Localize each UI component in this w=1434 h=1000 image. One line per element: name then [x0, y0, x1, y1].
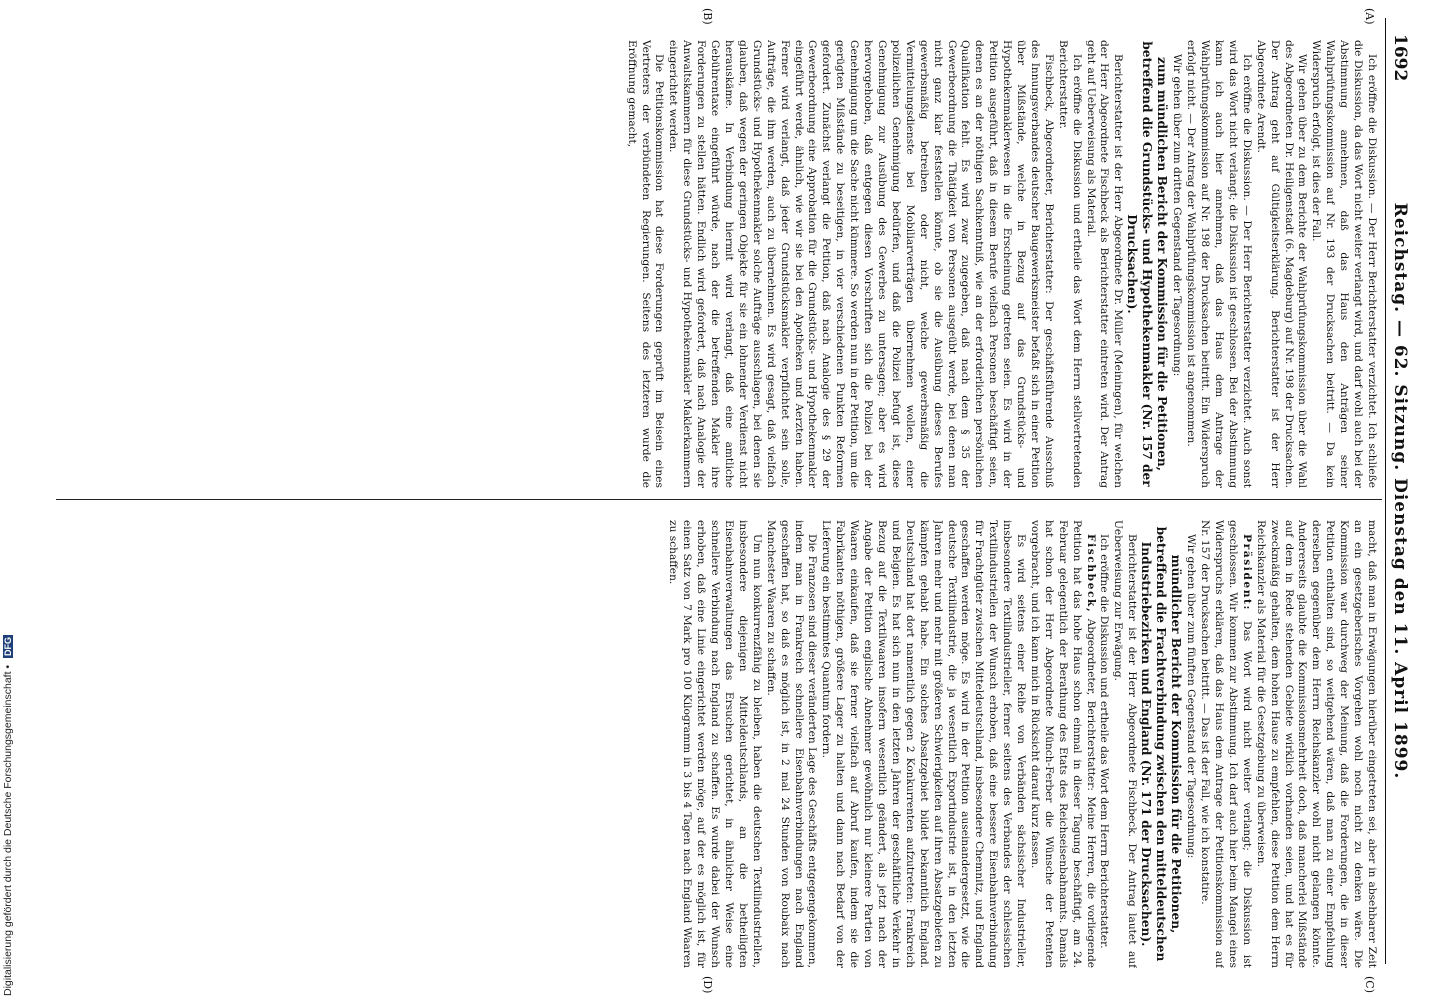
margin-marker-c: (C) — [1363, 976, 1376, 993]
paragraph: Ich eröffne die Diskussion und ertheile das Wort dem Herrn stellvertretenden Berichterstatter. — [1056, 40, 1083, 488]
left-column — [28, 40, 1378, 488]
footer-strip — [0, 0, 18, 1000]
paragraph: Wir gehen über zu dem Berichte der Wahlprüfungskommission über die Wahl des Abgeordneten Dr. Heiligenstadt (6. Magdeburg) auf Nr. 198 der Drucksachen. Der Antrag geht auf Gültigkeitserklärung. Berichterstatter ist der Herr Abgeordnete Arendt. — [1254, 40, 1309, 488]
section-heading: zum mündlichen Bericht der Kommission für die Petitionen, betreffend die Grundstücks- und Hypothekenmakler (Nr. 157 der Drucksachen). — [1125, 41, 1170, 487]
speech-text: Abgeordneter, Berichterstatter: Meine Herren, die vorliegende Petition hat das hohe Haus schon einmal in dieser Tagung beschäftigt, am 24. Februar gelegentlich der Berathung des Etats des Reichseisenbahnamts. Damals hat schon der Herr Abgeordnete Münch-Ferber die Wünsche der Petenten vorgebracht, und ich kann mich in Rücksicht darauf kurz fassen. — [1028, 520, 1097, 968]
page-number: 1692 — [1390, 34, 1410, 82]
right-column — [28, 520, 1378, 968]
paragraph: Fischbeck, Abgeordneter, Berichterstatter: Der geschäftsführende Ausschuß des Innungsverbandes deutscher Baugewerksmeister befaßt sich in einer Petition über Mißstände, welche in Bezug auf das Grundstücks- und Hypothekenmaklerwesen in die Erscheinung getreten seien. Es wird in der Petition ausgeführt, daß in diesem Berufe vielfach Personen beschäftigt seien, denen es an der nöthigen Sachkenntniß, wie an der erforderlichen persönlichen Qualifikation fehlt. Es wird zwar zugegeben, daß nach dem § 35 der Gewerbeordnung die Thätigkeit von Personen ausgeübt werde, bei denen man nicht ganz klar feststellen könnte, ob sie die Ausübung dieses Berufes gewerbsmäßig betreiben oder nicht, welche gewerbsmäßig die Vermittelungsdienste bei Mobiliarverträgen übernehmen wollen, einer polizeilichen Genehmigung bedürfen, und daß die Polizei befugt ist, diese Genehmigung zur Ausübung des Gewerbes zu untersagen; aber es wird hervorgehoben, daß entgegen diesen Vorschriften sich die Polizei bei der Genehmigung um die Sache nicht kümmere. So werden nun in der Petition, um die gerügten Mißstände zu beseitigen, in vier verschiedenen Punkten Reformen gefordert. Zunächst verlangt die Petition, daß nach Analogie des § 29 der Gewerbeordnung eine Approbation für die Grundstücks- und Hypothekenmakler eingeführt werde, ähnlich, wie wir sie bei den Apotheken und Aerzten haben. Ferner wird verlangt, daß jeder Grundstücksmakler verpflichtet sein solle, Aufträge, die ihm werden, auch zu übernehmen. Es wird gesagt, daß vielfach Grundstücks- und Hypothekenmakler solche Aufträge ausschlagen, bei denen sie glauben, daß wegen der geringen Objekte für sie ein lohnender Verdienst nicht herauskäme. In Verbindung hiermit wird verlangt, daß eine amtliche Gebührentaxe eingeführt würde, nach der die betreffenden Makler ihre Forderungen zu stellen hätten. Endlich wird gefordert, daß nach Analogie der Anwaltskammern für diese Grundstücks- und Hypothekenmakler Maklerkammern eingerichtet werden. — [667, 40, 1055, 488]
speaker-label: Präsident: — [1240, 534, 1253, 612]
paragraph: Ich eröffne die Diskussion. — Der Herr Berichterstatter verzichtet. Auch sonst wird das Wort nicht verlangt; die Diskussion ist geschlossen. Bei der Abstimmung kann ich auch hier annehmen, daß das Haus dem Antrage der Wahlprüfungskommission auf Nr. 198 der Drucksachen beitritt. Ein Widerspruch erfolgt nicht. — Der Antrag der Wahlprüfungskommission ist angenommen. — [1185, 40, 1253, 488]
speech-text: Das Wort wird nicht weiter verlangt; die Diskussion ist geschlossen. Wir kommen zur Abstimmung. Ich darf auch hier beim Mangel eines Widerspruchs erklären, daß das Haus dem Antrage der Petitionskommission auf Nr. 157 der Drucksachen beitritt. — Das ist der Fall, wie ich konstatire. — [1199, 520, 1253, 968]
margin-marker-b: (B) — [701, 8, 714, 25]
paragraph: Berichterstatter ist der Herr Abgeordnete Fischbeck. Der Antrag lautet auf Ueberweisung zur Erwägung. — [1112, 520, 1139, 968]
page-header — [1385, 18, 1412, 964]
paragraph: Es wird seitens einer Reihe von Verbänden sächsischer Industrieller, insbesondere Textilindustrieller, ferner seitens des Verbandes der schlesischen Textilindustriellen der Wunsch erhoben, daß eine bessere Eisenbahnverbindung für Frachtgüter zwischen Mitteldeutschland, insbesondere Chemnitz, und England geschaffen werden möge. Es wird in der Petition auseinandergesetzt, wie die deutsche Textilindustrie, die ja wesentlich Exportindustrie ist, in den letzten Jahren mehr und mehr mit größeren Schwierigkeiten auf ihren Absatzgebieten zu kämpfen gehabt habe. Ein solches Absatzgebiet bildet bekanntlich England. Deutschland hat dort namentlich gegen 2 Konkurrenten aufzutreten: Frankreich und Belgien. Es hat sich nun in den letzten Jahren der geschäftliche Verkehr in Bezug auf die Textilwaaren insofern wesentlich geändert, als jetzt nach der Angabe der Petition englische Abnehmer gewöhnlich nur kleinere Partien von Waaren einkaufen, daß sie ferner vielfach auf Abruf kaufen, indem sie die Fabrikanten nöthigen, größere Lager zu halten und dann nach Bedarf von der Lieferung ein bestimmtes Quantum fordern. — [820, 520, 1028, 968]
paragraph: Um nun konkurrenzfähig zu bleiben, haben die deutschen Textilindustriellen, insbesondere diejenigen Mitteldeutschlands, an die betheiligten Eisenbahnverwaltungen das Ersuchen gerichtet, in ähnlicher Weise eine schnellere Verbindung nach England zu schaffen. Es wurde dabei der Wunsch erhoben, daß eine Linie eingerichtet werden möge, auf der es möglich ist, für einen Satz von 7 Mark pro 100 Kilogramm in 3 bis 4 Tagen nach England Waaren zu schaffen. — [667, 520, 763, 968]
speaker-label: Fischbeck, — [1084, 534, 1097, 614]
paragraph: Berichterstatter ist der Herr Abgeordnete Dr. Müller (Meiningen), für welchen der Herr Abgeordnete Fischbeck als Berichterstatter eintreten wird. Der Antrag geht auf Ueberweisung als Material. — [1084, 40, 1125, 488]
margin-marker-d: (D) — [701, 976, 714, 994]
paragraph — [1027, 520, 1097, 968]
paragraph: macht, daß man in Erwägungen hierüber eingetreten sei, aber in absehbarer Zeit an ein gesetzgeberisches Vorgehen wohl noch nicht zu denken wäre. Die Kommission war durchweg der Meinung, daß die Forderungen, die in dieser Petition enthalten sind, so weitgehend wären, daß man zu einer Empfehlung derselben gegenüber dem Herrn Reichskanzler wohl nicht gelangen könnte. Andererseits glaubte die Kommissionsmehrheit doch, daß mancherlei Mißstände auf dem in Rede stehenden Gebiete wirklich vorhanden seien, und hat es für zweckmäßig gehalten, dem hohen Hause zu empfehlen, diese Petition dem Herrn Reichskanzler als Material für die Gesetzgebung zu überweisen. — [1254, 520, 1378, 968]
paragraph: Wir gehen über zum dritten Gegenstand der Tagesordnung: — [1171, 54, 1184, 377]
paragraph: Ich eröffne die Diskussion und ertheile das Wort dem Herrn Berichterstatter. — [1098, 534, 1111, 949]
funding-text: Digitalisierung gefördert durch die Deutsche Forschungsgemeinschaft • — [2, 664, 14, 996]
column-divider — [56, 499, 1382, 500]
dfg-logo: DFG — [3, 636, 13, 656]
section-heading: mündlicher Bericht der Kommission für die Petitionen, betreffend die Frachtverbindung zwischen den mitteldeutschen Industriebezirken und England (Nr. 171 der Drucksachen). — [1139, 526, 1184, 962]
paragraph: Ich eröffne die Diskussion. — Der Herr Berichterstatter verzichtet. Ich schließe die Diskussion, da das Wort nicht weiter verlangt wird, und darf wohl auch bei der Abstimmung annehmen, daß das Haus den Anträgen seiner Wahlprüfungskommission auf Nr. 193 der Drucksachen beitritt. — Da kein Widerspruch erfolgt, ist dies der Fall. — [1310, 40, 1378, 488]
funding-note — [2, 635, 14, 996]
paragraph — [1197, 520, 1253, 968]
paragraph: Wir gehen über zum fünften Gegenstand der Tagesordnung: — [1185, 534, 1198, 859]
paragraph: Die Petitionskommission hat diese Forderungen geprüft im Beisein eines Vertreters der verbündeten Regierungen. Seitens des letzteren wurde die Eröffnung gemacht, — [625, 40, 666, 488]
paragraph: Die Franzosen sind dieser veränderten Lage des Geschäfts entgegengekommen, indem man in Frankreich schnellere Eisenbahnverbindungen nach England geschaffen hat, so daß es möglich ist, in 2 mal 24 Stunden von Roubaix nach Manchester Waaren zu schaffen. — [764, 520, 819, 968]
page-title: Reichstag. — 62. Sitzung. Dienstag den 11. April 1899. — [1390, 202, 1410, 780]
margin-marker-a: (A) — [1363, 8, 1376, 25]
